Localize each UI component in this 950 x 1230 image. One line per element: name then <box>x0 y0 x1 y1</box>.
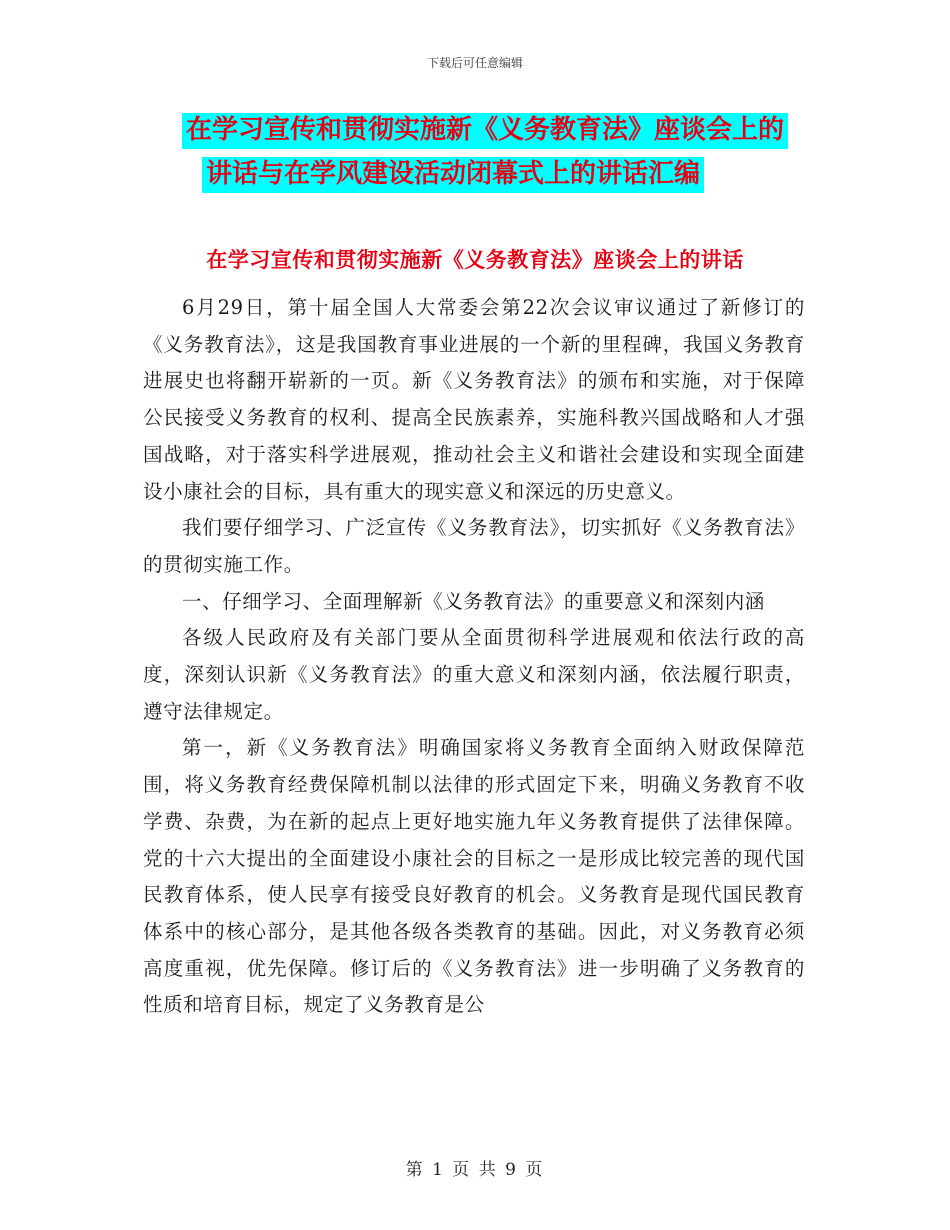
main-title-line-2: 讲话与在学风建设活动闭幕式上的讲话汇编 <box>202 157 704 193</box>
paragraph: 第一，新《义务教育法》明确国家将义务教育全面纳入财政保障范围，将义务教育经费保障机制以法律的形式固定下来，明确义务教育不收学费、杂费，为在新的起点上更好地实施九年义务教育提供了法律保障。党的十六大提出的全面建设小康社会的目标之一是形成比较完善的现代国民教育体系，使人民享有接受良好教育的机会。义务教育是现代国民教育体系中的核心部分，是其他各级各类教育的基础。因此，对义务教育必须高度重视，优先保障。修订后的《义务教育法》进一步明确了义务教育的性质和培育目标，规定了义务教育是公 <box>143 736 805 1017</box>
paragraph: 各级人民政府及有关部门要从全面贯彻科学进展观和依法行政的高度，深刻认识新《义务教育法》的重大意义和深刻内涵，依法履行职责，遵守法律规定。 <box>143 626 805 723</box>
document-main-title <box>182 108 842 196</box>
page-number-footer: 第 1 页 共 9 页 <box>405 1160 545 1180</box>
document-body <box>143 290 805 1024</box>
paragraph: 我们要仔细学习、广泛宣传《义务教育法》，切实抓好《义务教育法》的贯彻实施工作。 <box>143 516 805 576</box>
header-note: 下载后可任意编辑 <box>426 56 523 70</box>
paragraph-heading: 一、仔细学习、全面理解新《义务教育法》的重要意义和深刻内涵 <box>182 589 765 613</box>
main-title-line-1: 在学习宣传和贯彻实施新《义务教育法》座谈会上的 <box>182 113 788 149</box>
paragraph: 6月29日，第十届全国人大常委会第22次会议审议通过了新修订的《义务教育法》，这是我国教育事业进展的一个新的里程碑，我国义务教育进展史也将翻开崭新的一页。新《义务教育法》的颁布和实施，对于保障公民接受义务教育的权利、提高全民族素养，实施科教兴国战略和人才强国战略，对于落实科学进展观，推动社会主义和谐社会建设和实现全面建设小康社会的目标，具有重大的现实意义和深远的历史意义。 <box>143 296 805 503</box>
section-title: 在学习宣传和贯彻实施新《义务教育法》座谈会上的讲话 <box>206 248 744 272</box>
